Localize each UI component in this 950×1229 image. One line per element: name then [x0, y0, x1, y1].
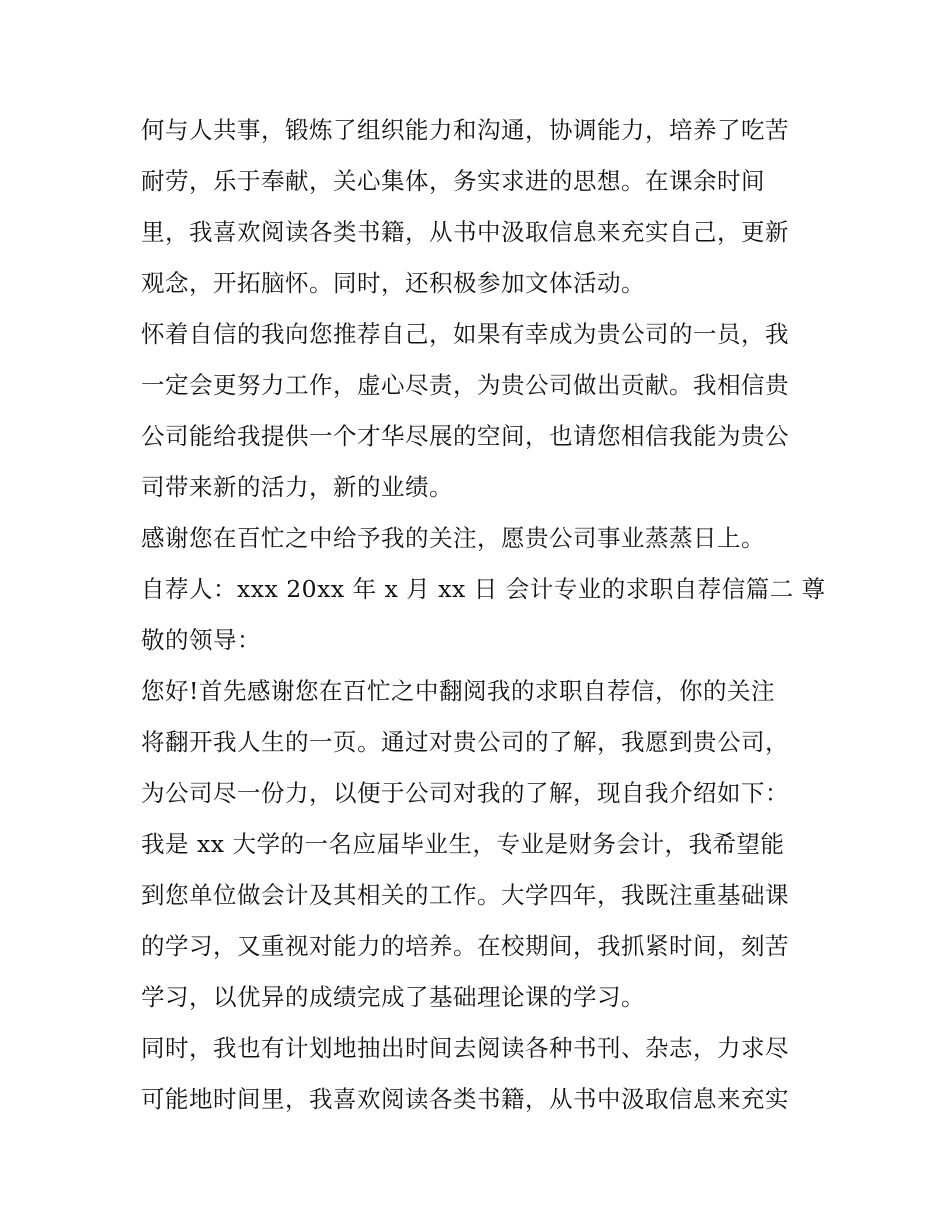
text-line: 观念，开拓脑怀。同时，还积极参加文体活动。: [141, 269, 645, 297]
text-line: 到您单位做会计及其相关的工作。大学四年，我既注重基础课: [141, 881, 789, 909]
text-line: 为公司尽一份力，以便于公司对我的了解，现自我介绍如下：: [141, 779, 789, 807]
text-line: 里，我喜欢阅读各类书籍，从书中汲取信息来充实自己，更新: [141, 218, 789, 246]
text-line: 我是 xx 大学的一名应届毕业生，专业是财务会计，我希望能: [141, 830, 785, 858]
text-line: 的学习，又重视对能力的培养。在校期间，我抓紧时间，刻苦: [141, 932, 789, 960]
text-line: 耐劳，乐于奉献，关心集体，务实求进的思想。在课余时间: [141, 167, 765, 195]
text-line: 何与人共事，锻炼了组织能力和沟通，协调能力，培养了吃苦: [141, 116, 789, 144]
text-line: 学习，以优异的成绩完成了基础理论课的学习。: [141, 983, 645, 1011]
text-line: 可能地时间里，我喜欢阅读各类书籍，从书中汲取信息来充实: [141, 1085, 789, 1113]
document-body: [141, 105, 826, 1125]
text-line: 公司能给我提供一个才华尽展的空间，也请您相信我能为贵公: [141, 422, 789, 450]
text-line: 司带来新的活力，新的业绩。: [141, 473, 453, 501]
text-line: 怀着自信的我向您推荐自己，如果有幸成为贵公司的一员，我: [141, 320, 789, 348]
text-line: 同时，我也有计划地抽出时间去阅读各种书刊、杂志，力求尽: [141, 1034, 789, 1062]
text-line: 将翻开我人生的一页。通过对贵公司的了解，我愿到贵公司，: [141, 728, 789, 756]
text-line: 一定会更努力工作，虚心尽责，为贵公司做出贡献。我相信贵: [141, 371, 789, 399]
text-line: 自荐人：xxx 20xx 年 x 月 xx 日 会计专业的求职自荐信篇二 尊: [141, 575, 826, 603]
text-line: 您好!首先感谢您在百忙之中翻阅我的求职自荐信，你的关注: [141, 677, 775, 705]
text-line: 敬的领导：: [141, 626, 261, 654]
text-line: 感谢您在百忙之中给予我的关注，愿贵公司事业蒸蒸日上。: [141, 524, 765, 552]
